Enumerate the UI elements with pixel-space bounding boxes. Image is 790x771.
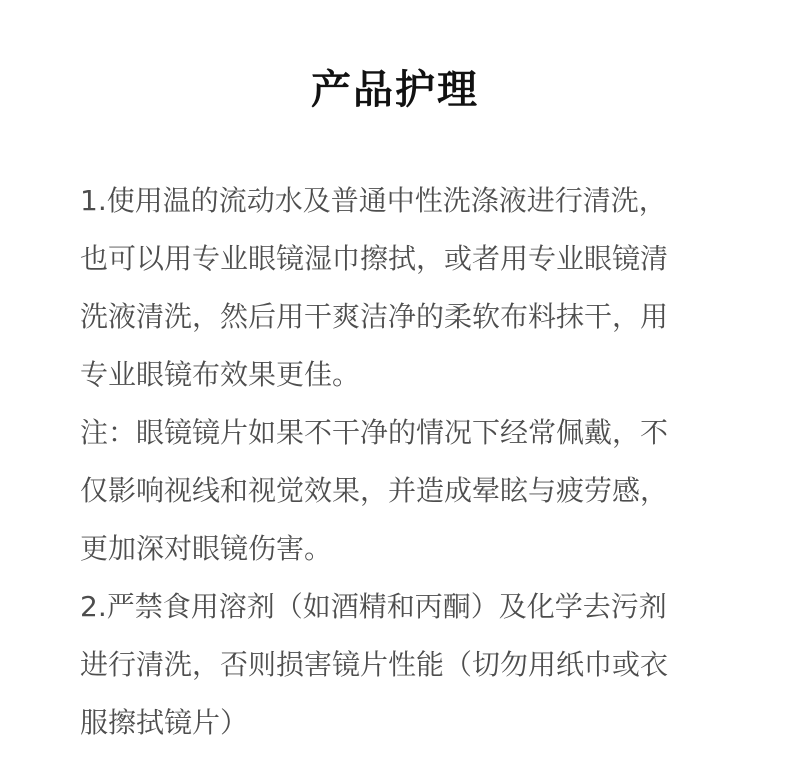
page-title: 产品护理 <box>311 67 479 113</box>
note-line: 注：眼镜镜片如果不干净的情况下经常佩戴，不 <box>80 416 669 449</box>
instruction-line: 专业眼镜布效果更佳。 <box>80 358 361 391</box>
instruction-line: 洗液清洗，然后用干爽洁净的柔软布料抹干，用 <box>80 300 669 333</box>
instruction-line: 2.严禁食用溶剂（如酒精和丙酮）及化学去污剂 <box>80 590 667 623</box>
instruction-line: 服擦拭镜片） <box>80 706 249 739</box>
note-line: 仅影响视线和视觉效果，并造成晕眩与疲劳感， <box>80 474 669 507</box>
instruction-line: 进行清洗，否则损害镜片性能（切勿用纸巾或衣 <box>80 648 669 681</box>
note-line: 更加深对眼镜伤害。 <box>80 532 333 565</box>
care-instructions <box>80 172 720 752</box>
instruction-line: 1.使用温的流动水及普通中性洗涤液进行清洗， <box>80 184 667 217</box>
instruction-line: 也可以用专业眼镜湿巾擦拭，或者用专业眼镜清 <box>80 242 669 275</box>
